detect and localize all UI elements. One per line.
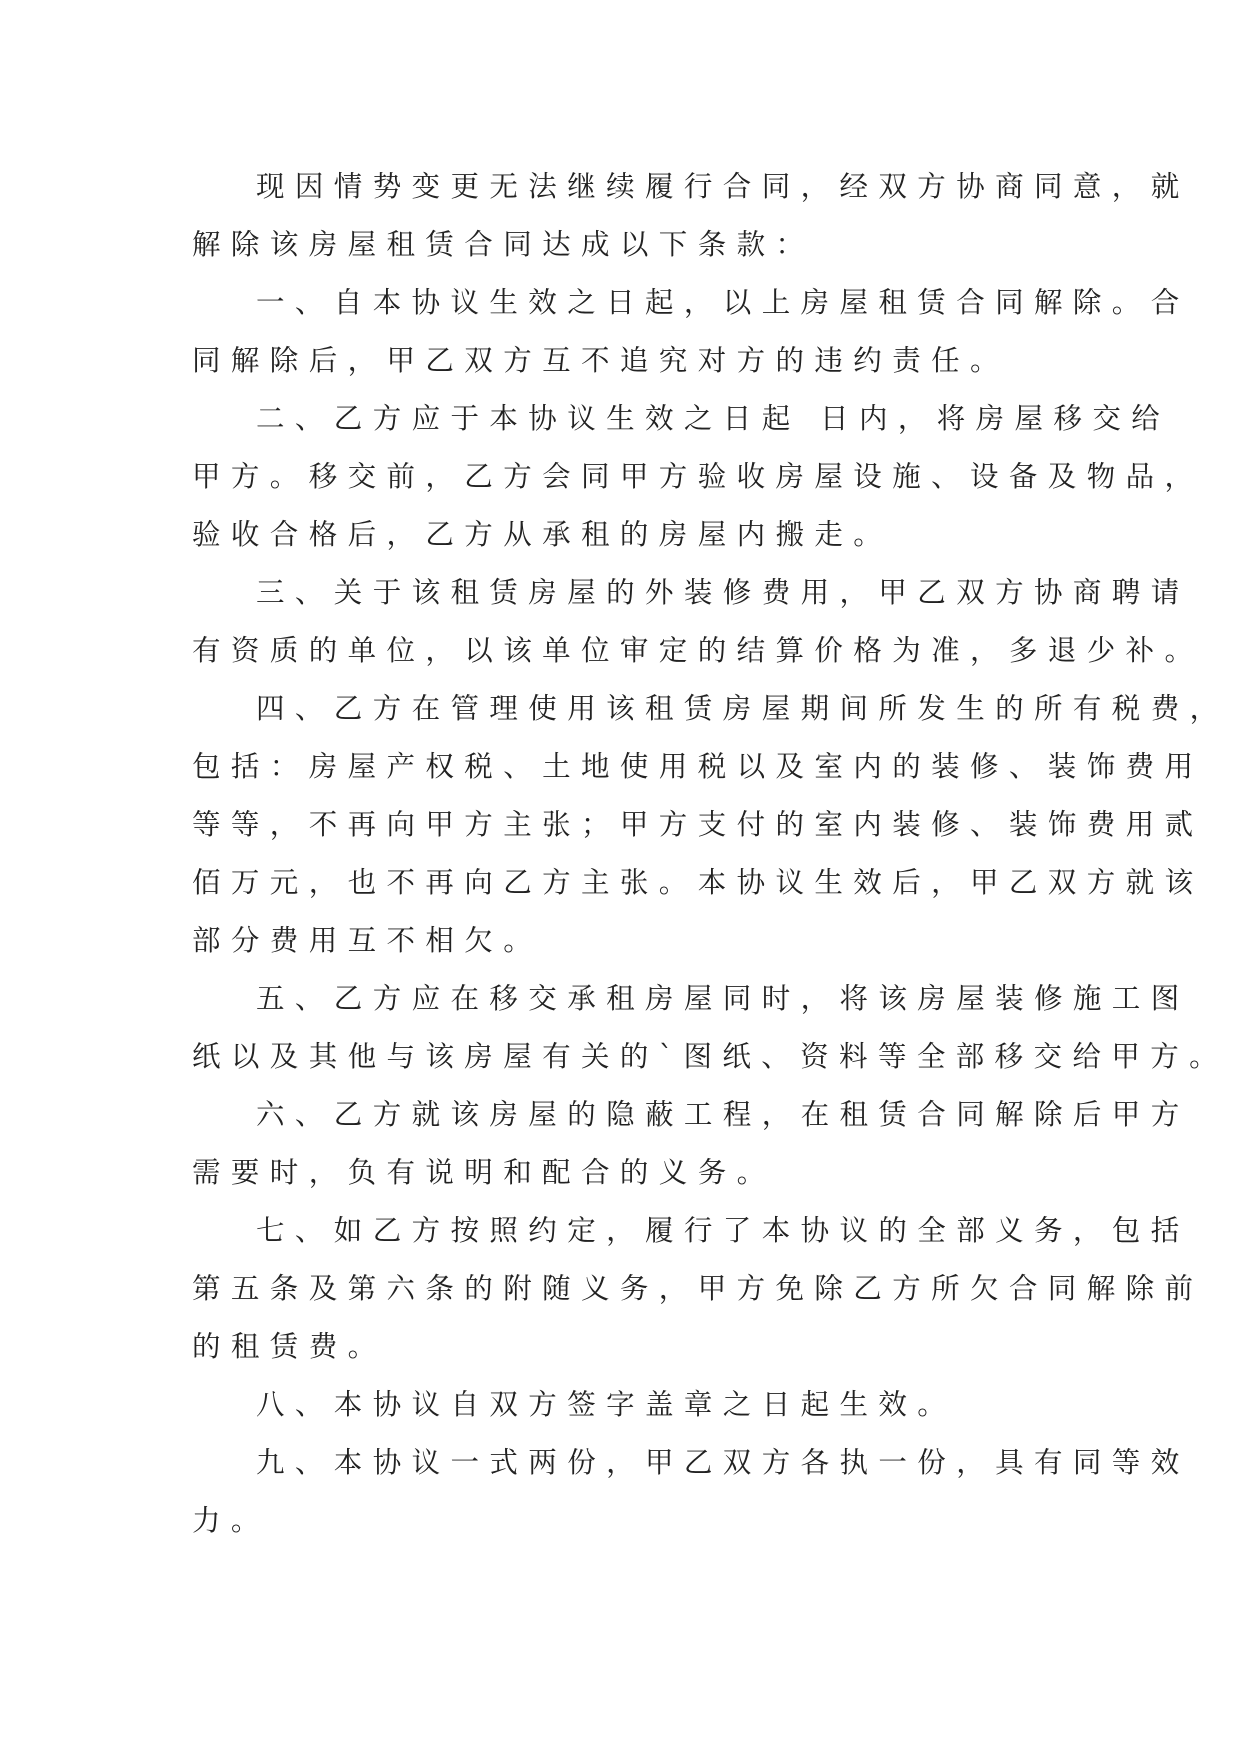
clause-3-line-1: 三、关于该租赁房屋的外装修费用，甲乙双方协商聘请 xyxy=(256,576,1190,609)
clause-2-line-3: 验收合格后，乙方从承租的房屋内搬走。 xyxy=(192,518,893,551)
paragraph-intro-line-1: 现因情势变更无法继续履行合同，经双方协商同意，就 xyxy=(256,170,1190,203)
clause-2-line-2: 甲方。移交前，乙方会同甲方验收房屋设施、设备及物品， xyxy=(192,460,1204,493)
clause-4-line-1: 四、乙方在管理使用该租赁房屋期间所发生的所有税费， xyxy=(256,692,1229,725)
clause-4-line-2: 包括：房屋产权税、土地使用税以及室内的装修、装饰费用 xyxy=(192,750,1204,783)
clause-4-line-4: 佰万元，也不再向乙方主张。本协议生效后，甲乙双方就该 xyxy=(192,866,1204,899)
clause-7-line-1: 七、如乙方按照约定，履行了本协议的全部义务，包括 xyxy=(256,1214,1190,1247)
clause-5-line-2: 纸以及其他与该房屋有关的`图纸、资料等全部移交给甲方。 xyxy=(192,1040,1229,1073)
paragraph-intro-line-2: 解除该房屋租赁合同达成以下条款： xyxy=(192,228,815,261)
clause-2-line-1: 二、乙方应于本协议生效之日起 日内，将房屋移交给 xyxy=(256,402,1171,435)
clause-3-line-2: 有资质的单位，以该单位审定的结算价格为准，多退少补。 xyxy=(192,634,1204,667)
clause-7-line-3: 的租赁费。 xyxy=(192,1330,387,1363)
clause-8-line-1: 八、本协议自双方签字盖章之日起生效。 xyxy=(256,1388,957,1421)
clause-6-line-1: 六、乙方就该房屋的隐蔽工程，在租赁合同解除后甲方 xyxy=(256,1098,1190,1131)
clause-9-line-2: 力。 xyxy=(192,1504,270,1537)
clause-7-line-2: 第五条及第六条的附随义务，甲方免除乙方所欠合同解除前 xyxy=(192,1272,1204,1305)
clause-5-line-1: 五、乙方应在移交承租房屋同时，将该房屋装修施工图 xyxy=(256,982,1190,1015)
clause-9-line-1: 九、本协议一式两份，甲乙双方各执一份，具有同等效 xyxy=(256,1446,1190,1479)
clause-4-line-3: 等等，不再向甲方主张；甲方支付的室内装修、装饰费用贰 xyxy=(192,808,1204,841)
clause-1-line-1: 一、自本协议生效之日起，以上房屋租赁合同解除。合 xyxy=(256,286,1190,319)
clause-4-line-5: 部分费用互不相欠。 xyxy=(192,924,543,957)
agreement-body xyxy=(192,158,1229,1550)
clause-1-line-2: 同解除后，甲乙双方互不追究对方的违约责任。 xyxy=(192,344,1009,377)
clause-6-line-2: 需要时，负有说明和配合的义务。 xyxy=(192,1156,776,1189)
